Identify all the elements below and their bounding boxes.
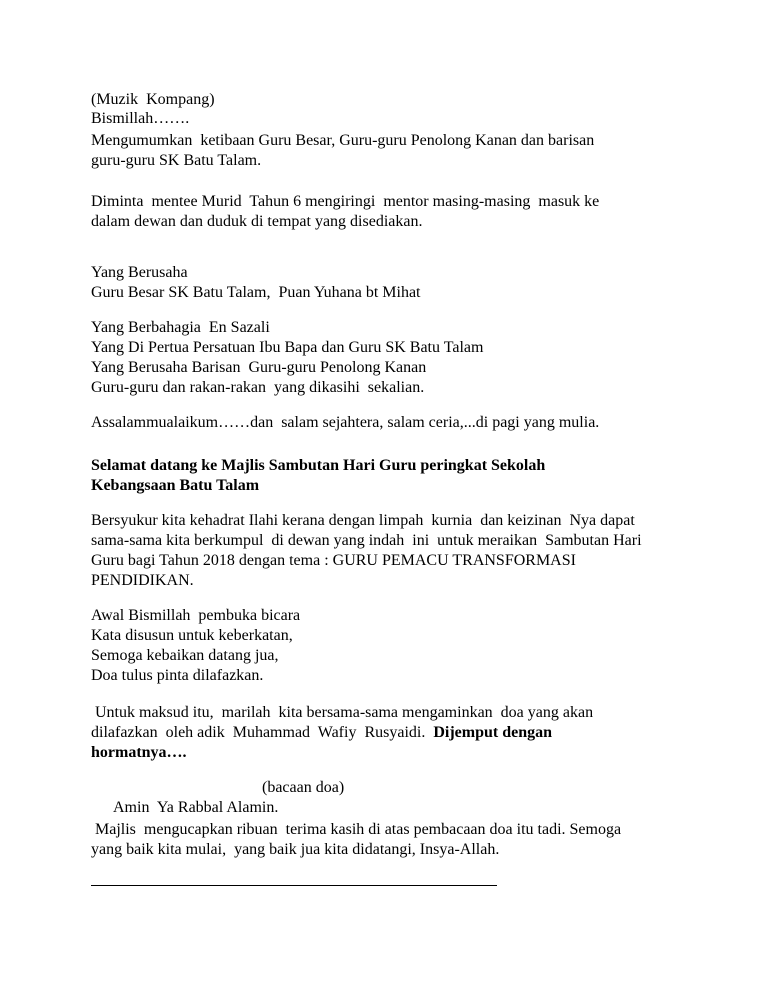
announcement-line: Mengumumkan ketibaan Guru Besar, Guru-guru Penolong Kanan dan barisan (91, 132, 595, 149)
bismillah: Bismillah……. (91, 110, 190, 127)
thanks-line: Bersyukur kita kehadrat Ilahi kerana dengan limpah kurnia dan keizinan Nya dapat (91, 512, 635, 529)
invite-text: dilafazkan oleh adik Muhammad Wafiy Rusyaidi. (91, 724, 434, 741)
pantun-line: Kata disusun untuk keberkatan, (91, 627, 293, 644)
thanks-line: Guru bagi Tahun 2018 dengan tema : GURU PEMACU TRANSFORMASI (91, 552, 576, 569)
pantun-line: Semoga kebaikan datang jua, (91, 647, 279, 664)
salutation-line: Yang Berusaha (91, 264, 188, 281)
music-note: (Muzik Kompang) (91, 91, 215, 108)
thanks-line: PENDIDIKAN. (91, 572, 194, 589)
instruction-line: dalam dewan dan duduk di tempat yang disediakan. (91, 213, 423, 230)
invite-line (91, 723, 552, 743)
instruction-line: Diminta mentee Murid Tahun 6 mengiringi mentor masing-masing masuk ke (91, 193, 600, 210)
greeting-line: Assalammualaikum……dan salam sejahtera, salam ceria,...di pagi yang mulia. (91, 414, 600, 431)
salutation-line: Yang Di Pertua Persatuan Ibu Bapa dan Guru SK Batu Talam (91, 339, 484, 356)
salutation-line: Yang Berusaha Barisan Guru-guru Penolong Kanan (91, 359, 427, 376)
amin-line: Amin Ya Rabbal Alamin. (113, 799, 279, 816)
salutation-line: Yang Berbahagia En Sazali (91, 319, 270, 336)
pantun-line: Awal Bismillah pembuka bicara (91, 607, 301, 624)
closing-line: Majlis mengucapkan ribuan terima kasih di atas pembacaan doa itu tadi. Semoga (91, 821, 622, 838)
announcement-line: guru-guru SK Batu Talam. (91, 152, 262, 169)
salutation-line: Guru Besar SK Batu Talam, Puan Yuhana bt Mihat (91, 284, 421, 301)
pantun-line: Doa tulus pinta dilafazkan. (91, 667, 264, 684)
welcome-heading: Kebangsaan Batu Talam (91, 477, 260, 494)
salutation-line: Guru-guru dan rakan-rakan yang dikasihi sekalian. (91, 379, 425, 396)
divider (91, 885, 497, 886)
invite-emphasis: Dijemput dengan (433, 724, 553, 741)
thanks-line: sama-sama kita berkumpul di dewan yang indah ini untuk meraikan Sambutan Hari (91, 532, 642, 549)
invite-line: Untuk maksud itu, marilah kita bersama-sama mengaminkan doa yang akan (91, 704, 594, 721)
prayer-label: (bacaan doa) (262, 779, 345, 796)
welcome-heading: Selamat datang ke Majlis Sambutan Hari Guru peringkat Sekolah (91, 457, 546, 474)
closing-line: yang baik kita mulai, yang baik jua kita didatangi, Insya-Allah. (91, 841, 500, 858)
invite-line: hormatnya…. (91, 744, 187, 761)
